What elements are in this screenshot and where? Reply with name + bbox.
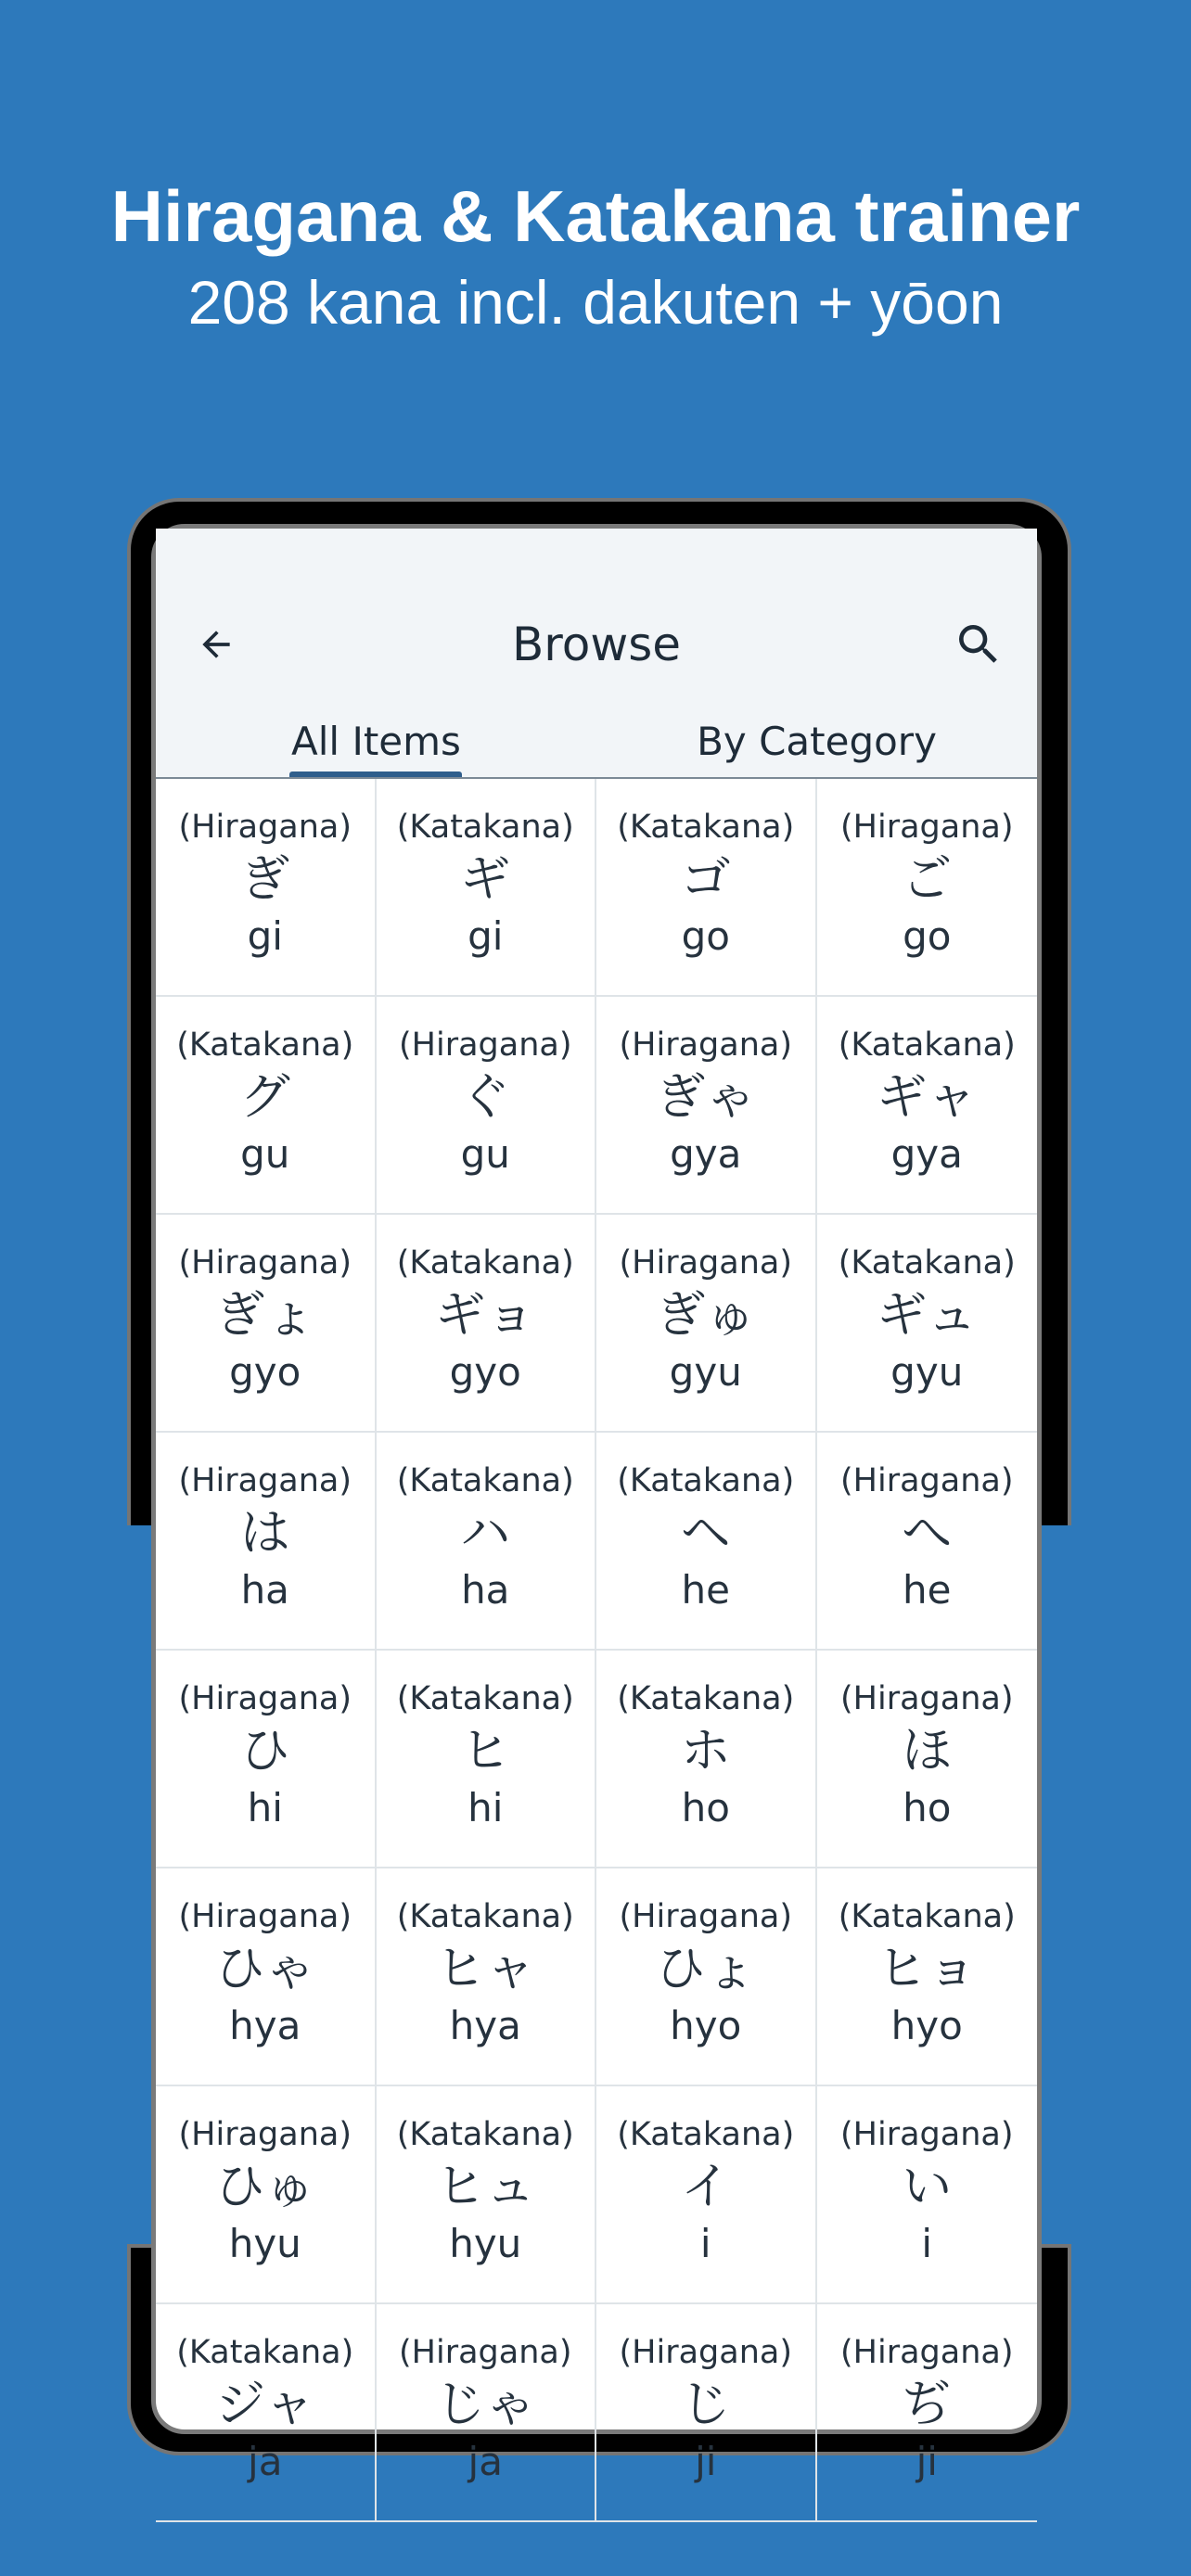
promo-subtitle: 208 kana incl. dakuten + yōon [187,268,1004,337]
kana-script-label: (Katakana) [617,1680,795,1717]
kana-card[interactable] [596,997,817,1215]
kana-script-label: (Hiragana) [399,2334,572,2371]
kana-romaji: gyu [890,1349,964,1395]
kana-romaji: gyo [229,1349,301,1395]
kana-script-label: (Hiragana) [619,1244,792,1282]
kana-romaji: gyo [449,1349,521,1395]
kana-grid [156,779,1037,2522]
kana-script-label: (Katakana) [396,809,574,846]
kana-card[interactable] [817,1868,1038,2086]
kana-card[interactable] [156,1868,377,2086]
kana-card[interactable] [156,2086,377,2304]
kana-card[interactable] [156,2304,377,2522]
kana-romaji: hya [449,2003,521,2048]
kana-card[interactable] [377,997,597,1215]
kana-romaji: gi [467,913,504,959]
kana-romaji: gi [247,913,283,959]
kana-card[interactable] [596,2086,817,2304]
kana-character: へ [902,1503,953,1562]
kana-script-label: (Katakana) [396,1462,574,1499]
kana-card[interactable] [596,779,817,997]
kana-script-label: (Katakana) [617,809,795,846]
kana-script-label: (Hiragana) [840,809,1014,846]
kana-script-label: (Hiragana) [840,1462,1014,1499]
kana-character: ひゅ [214,2157,315,2215]
kana-script-label: (Hiragana) [840,1680,1014,1717]
kana-character: ジャ [215,2375,315,2433]
kana-script-label: (Hiragana) [178,2116,352,2153]
kana-character: じゃ [435,2375,536,2433]
kana-script-label: (Katakana) [617,1462,795,1499]
kana-romaji: hi [247,1785,283,1830]
kana-card[interactable] [817,2086,1038,2304]
kana-character: ヒャ [435,1939,536,1997]
kana-character: ホ [680,1721,731,1779]
app-screen [151,524,1042,2484]
kana-script-label: (Katakana) [396,1680,574,1717]
kana-script-label: (Hiragana) [840,2334,1014,2371]
kana-character: じ [680,2375,731,2433]
kana-character: ひょ [655,1939,756,1997]
page-title: Browse [511,618,682,671]
kana-card[interactable] [596,2304,817,2522]
kana-character: ヒュ [435,2157,536,2215]
kana-character: ぎょ [214,1285,315,1344]
kana-romaji: ha [240,1567,289,1613]
kana-romaji: ho [681,1785,730,1830]
search-icon [953,618,1005,670]
kana-character: ギュ [877,1285,978,1344]
promo-title: Hiragana & Katakana trainer [110,175,1081,257]
tab-all-items[interactable]: All Items [291,719,461,764]
kana-card[interactable] [596,1651,817,1868]
kana-card[interactable] [817,1433,1038,1651]
kana-card[interactable] [377,1651,597,1868]
kana-script-label: (Katakana) [838,1244,1016,1282]
kana-romaji: hyu [228,2221,301,2266]
kana-script-label: (Hiragana) [840,2116,1014,2153]
kana-romaji: ho [903,1785,952,1830]
kana-card[interactable] [817,779,1038,997]
kana-character: イ [680,2157,731,2215]
kana-romaji: ha [461,1567,510,1613]
search-button[interactable] [944,610,1013,679]
kana-card[interactable] [377,1868,597,2086]
kana-romaji: ji [695,2439,717,2484]
kana-script-label: (Hiragana) [399,1027,572,1064]
kana-romaji: gyu [669,1349,742,1395]
kana-card[interactable] [817,2304,1038,2522]
kana-script-label: (Hiragana) [619,1027,792,1064]
kana-script-label: (Hiragana) [178,1680,352,1717]
tab-by-category[interactable]: By Category [697,719,937,764]
kana-romaji: hi [467,1785,504,1830]
kana-script-label: (Hiragana) [178,1898,352,1935]
kana-character: ぢ [902,2375,953,2433]
kana-character: ご [902,849,953,908]
kana-character: ほ [902,1721,953,1779]
kana-script-label: (Katakana) [396,2116,574,2153]
kana-character: ひゃ [214,1939,315,1997]
kana-romaji: he [903,1567,952,1613]
app-bar [156,529,1037,779]
kana-romaji: gu [240,1131,290,1177]
kana-card[interactable] [817,997,1038,1215]
kana-script-label: (Katakana) [396,1244,574,1282]
kana-script-label: (Katakana) [838,1027,1016,1064]
kana-romaji: he [681,1567,730,1613]
kana-script-label: (Katakana) [838,1898,1016,1935]
kana-romaji: gya [670,1131,742,1177]
kana-character: ヒョ [877,1939,978,1997]
kana-romaji: ja [248,2439,283,2484]
kana-script-label: (Katakana) [176,1027,354,1064]
kana-card[interactable] [596,1215,817,1433]
kana-romaji: go [681,913,730,959]
kana-romaji: hyo [670,2003,742,2048]
kana-script-label: (Katakana) [617,2116,795,2153]
kana-character: ギ [460,849,511,908]
kana-character: ぐ [460,1067,511,1126]
kana-character: ヘ [680,1503,731,1562]
kana-romaji: gya [890,1131,963,1177]
kana-card[interactable] [156,1433,377,1651]
kana-card[interactable] [377,2086,597,2304]
kana-romaji: hyu [449,2221,522,2266]
kana-card[interactable] [377,2304,597,2522]
kana-character: い [902,2157,953,2215]
kana-character: ヒ [460,1721,511,1779]
kana-character: ギョ [435,1285,536,1344]
kana-card[interactable] [817,1651,1038,1868]
kana-card[interactable] [156,779,377,997]
kana-script-label: (Hiragana) [178,809,352,846]
kana-card[interactable] [377,779,597,997]
kana-character: ひ [239,1721,290,1779]
kana-card[interactable] [596,1868,817,2086]
kana-character: ゴ [680,849,731,908]
kana-character: ギャ [877,1067,978,1126]
kana-card[interactable] [377,1433,597,1651]
kana-romaji: gu [460,1131,510,1177]
kana-character: は [239,1503,290,1562]
kana-script-label: (Katakana) [176,2334,354,2371]
kana-character: ぎゃ [655,1067,756,1126]
kana-character: グ [239,1067,290,1126]
kana-romaji: hya [229,2003,301,2048]
kana-romaji: i [921,2221,933,2266]
kana-script-label: (Hiragana) [178,1244,352,1282]
kana-card[interactable] [377,1215,597,1433]
kana-script-label: (Hiragana) [178,1462,352,1499]
kana-character: ぎ [239,849,290,908]
kana-card[interactable] [817,1215,1038,1433]
kana-character: ハ [460,1503,511,1562]
kana-romaji: i [699,2221,711,2266]
kana-script-label: (Hiragana) [619,1898,792,1935]
kana-script-label: (Hiragana) [619,2334,792,2371]
kana-script-label: (Katakana) [396,1898,574,1935]
kana-romaji: ja [467,2439,503,2484]
kana-romaji: hyo [890,2003,963,2048]
kana-character: ぎゅ [655,1285,756,1344]
kana-romaji: ji [916,2439,938,2484]
kana-card[interactable] [156,1651,377,1868]
kana-card[interactable] [156,997,377,1215]
kana-card[interactable] [596,1433,817,1651]
kana-romaji: go [903,913,952,959]
kana-card[interactable] [156,1215,377,1433]
